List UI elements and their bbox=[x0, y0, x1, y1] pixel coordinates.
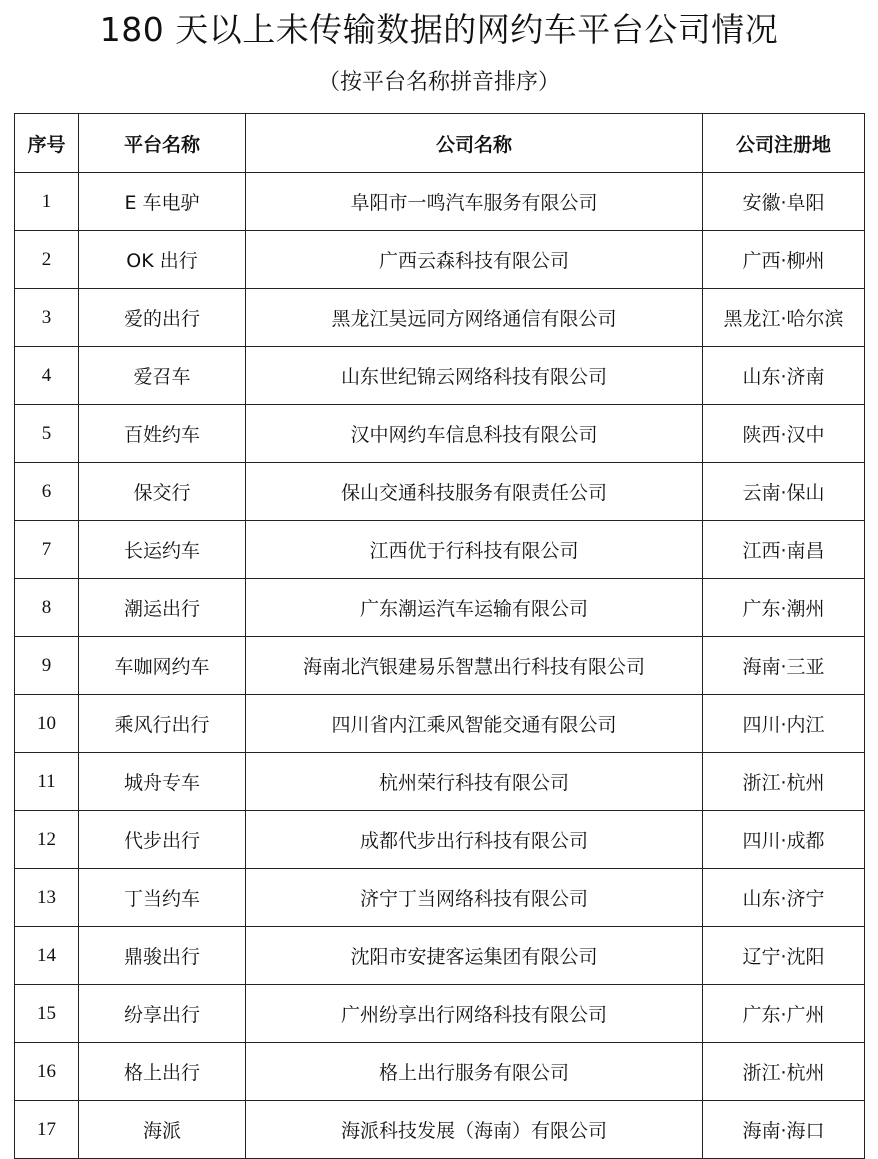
cell-platform-name: 纷享出行 bbox=[79, 985, 246, 1043]
column-header-location: 公司注册地 bbox=[703, 114, 865, 173]
table-row bbox=[15, 347, 865, 405]
cell-company-name: 沈阳市安捷客运集团有限公司 bbox=[246, 927, 703, 985]
column-header-index: 序号 bbox=[15, 114, 79, 173]
table-row bbox=[15, 927, 865, 985]
cell-platform-name: 鼎骏出行 bbox=[79, 927, 246, 985]
column-header-company: 公司名称 bbox=[246, 114, 703, 173]
table-row bbox=[15, 637, 865, 695]
cell-company-name: 杭州荣行科技有限公司 bbox=[246, 753, 703, 811]
cell-platform-name: 格上出行 bbox=[79, 1043, 246, 1101]
cell-platform-name: E 车电驴 bbox=[79, 173, 246, 231]
cell-location: 四川·成都 bbox=[703, 811, 865, 869]
cell-company-name: 山东世纪锦云网络科技有限公司 bbox=[246, 347, 703, 405]
table-row bbox=[15, 869, 865, 927]
table-row bbox=[15, 521, 865, 579]
cell-index: 17 bbox=[15, 1101, 79, 1159]
cell-index: 8 bbox=[15, 579, 79, 637]
table-row bbox=[15, 811, 865, 869]
cell-company-name: 广东潮运汽车运输有限公司 bbox=[246, 579, 703, 637]
table-row bbox=[15, 289, 865, 347]
cell-location: 黑龙江·哈尔滨 bbox=[703, 289, 865, 347]
cell-location: 四川·内江 bbox=[703, 695, 865, 753]
cell-company-name: 广州纷享出行网络科技有限公司 bbox=[246, 985, 703, 1043]
table-row bbox=[15, 173, 865, 231]
cell-location: 辽宁·沈阳 bbox=[703, 927, 865, 985]
cell-index: 9 bbox=[15, 637, 79, 695]
cell-location: 浙江·杭州 bbox=[703, 1043, 865, 1101]
column-header-platform: 平台名称 bbox=[79, 114, 246, 173]
cell-index: 14 bbox=[15, 927, 79, 985]
cell-platform-name: 乘风行出行 bbox=[79, 695, 246, 753]
table-row bbox=[15, 753, 865, 811]
cell-index: 4 bbox=[15, 347, 79, 405]
table-row bbox=[15, 579, 865, 637]
cell-index: 7 bbox=[15, 521, 79, 579]
cell-platform-name: 车咖网约车 bbox=[79, 637, 246, 695]
cell-location: 广西·柳州 bbox=[703, 231, 865, 289]
cell-company-name: 汉中网约车信息科技有限公司 bbox=[246, 405, 703, 463]
cell-index: 11 bbox=[15, 753, 79, 811]
cell-company-name: 成都代步出行科技有限公司 bbox=[246, 811, 703, 869]
cell-company-name: 黑龙江昊远同方网络通信有限公司 bbox=[246, 289, 703, 347]
cell-index: 1 bbox=[15, 173, 79, 231]
cell-index: 16 bbox=[15, 1043, 79, 1101]
cell-company-name: 济宁丁当网络科技有限公司 bbox=[246, 869, 703, 927]
table-header-row bbox=[15, 114, 865, 173]
cell-location: 江西·南昌 bbox=[703, 521, 865, 579]
page-subtitle: （按平台名称拼音排序） bbox=[317, 70, 560, 95]
cell-location: 广东·广州 bbox=[703, 985, 865, 1043]
cell-index: 5 bbox=[15, 405, 79, 463]
cell-platform-name: 丁当约车 bbox=[79, 869, 246, 927]
page-title: 180 天以上未传输数据的网约车平台公司情况 bbox=[99, 10, 779, 49]
cell-platform-name: 城舟专车 bbox=[79, 753, 246, 811]
cell-location: 海南·三亚 bbox=[703, 637, 865, 695]
table-row bbox=[15, 985, 865, 1043]
cell-index: 12 bbox=[15, 811, 79, 869]
cell-index: 3 bbox=[15, 289, 79, 347]
cell-location: 山东·济南 bbox=[703, 347, 865, 405]
cell-platform-name: 百姓约车 bbox=[79, 405, 246, 463]
table-row bbox=[15, 463, 865, 521]
cell-platform-name: 爱的出行 bbox=[79, 289, 246, 347]
table-row bbox=[15, 231, 865, 289]
cell-platform-name: 爱召车 bbox=[79, 347, 246, 405]
cell-index: 10 bbox=[15, 695, 79, 753]
cell-company-name: 四川省内江乘风智能交通有限公司 bbox=[246, 695, 703, 753]
cell-platform-name: OK 出行 bbox=[79, 231, 246, 289]
cell-index: 13 bbox=[15, 869, 79, 927]
cell-location: 浙江·杭州 bbox=[703, 753, 865, 811]
cell-platform-name: 长运约车 bbox=[79, 521, 246, 579]
cell-platform-name: 海派 bbox=[79, 1101, 246, 1159]
cell-platform-name: 保交行 bbox=[79, 463, 246, 521]
cell-index: 2 bbox=[15, 231, 79, 289]
cell-company-name: 阜阳市一鸣汽车服务有限公司 bbox=[246, 173, 703, 231]
cell-location: 陕西·汉中 bbox=[703, 405, 865, 463]
cell-index: 6 bbox=[15, 463, 79, 521]
cell-company-name: 江西优于行科技有限公司 bbox=[246, 521, 703, 579]
cell-company-name: 格上出行服务有限公司 bbox=[246, 1043, 703, 1101]
platform-table bbox=[14, 113, 865, 1159]
cell-location: 云南·保山 bbox=[703, 463, 865, 521]
table-body bbox=[15, 173, 865, 1159]
cell-index: 15 bbox=[15, 985, 79, 1043]
cell-company-name: 保山交通科技服务有限责任公司 bbox=[246, 463, 703, 521]
table-row bbox=[15, 405, 865, 463]
table-row bbox=[15, 695, 865, 753]
cell-company-name: 海派科技发展（海南）有限公司 bbox=[246, 1101, 703, 1159]
cell-company-name: 广西云森科技有限公司 bbox=[246, 231, 703, 289]
cell-platform-name: 潮运出行 bbox=[79, 579, 246, 637]
cell-location: 广东·潮州 bbox=[703, 579, 865, 637]
cell-company-name: 海南北汽银建易乐智慧出行科技有限公司 bbox=[246, 637, 703, 695]
cell-location: 海南·海口 bbox=[703, 1101, 865, 1159]
cell-platform-name: 代步出行 bbox=[79, 811, 246, 869]
cell-location: 安徽·阜阳 bbox=[703, 173, 865, 231]
cell-location: 山东·济宁 bbox=[703, 869, 865, 927]
table-row bbox=[15, 1101, 865, 1159]
table-row bbox=[15, 1043, 865, 1101]
